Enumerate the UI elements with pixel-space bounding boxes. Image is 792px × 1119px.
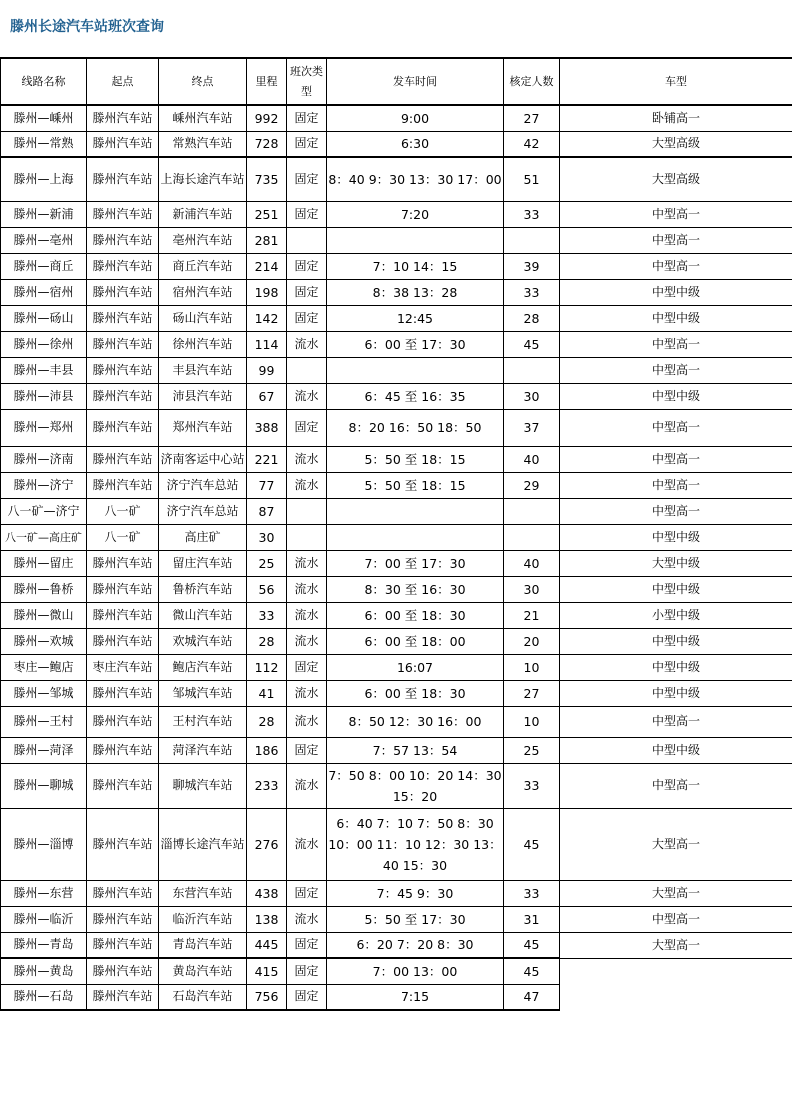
cell-seats (504, 498, 560, 524)
cell-route: 滕州—济南 (1, 446, 87, 472)
cell-times: 6：00 至 18：30 (327, 680, 504, 706)
cell-mileage: 198 (247, 279, 287, 305)
table-row (1, 763, 792, 808)
cell-seats: 45 (504, 932, 560, 958)
cell-vehicle: 中型高一 (560, 331, 792, 357)
header-end: 终点 (159, 58, 247, 105)
cell-type: 流水 (287, 550, 327, 576)
cell-start: 滕州汽车站 (87, 383, 159, 409)
header-row (1, 58, 792, 105)
cell-start: 八一矿 (87, 498, 159, 524)
cell-type (287, 524, 327, 550)
cell-route: 滕州—青岛 (1, 932, 87, 958)
cell-start: 滕州汽车站 (87, 602, 159, 628)
cell-seats: 39 (504, 253, 560, 279)
table-row (1, 157, 792, 201)
cell-type (287, 227, 327, 253)
cell-times: 7：45 9：30 (327, 880, 504, 906)
cell-seats: 30 (504, 383, 560, 409)
cell-start: 滕州汽车站 (87, 331, 159, 357)
cell-route: 八一矿—济宁 (1, 498, 87, 524)
cell-mileage: 251 (247, 201, 287, 227)
cell-vehicle (560, 958, 792, 984)
cell-start: 滕州汽车站 (87, 958, 159, 984)
cell-vehicle: 中型高一 (560, 498, 792, 524)
cell-vehicle: 中型高一 (560, 763, 792, 808)
table-row (1, 131, 792, 157)
cell-mileage: 138 (247, 906, 287, 932)
cell-mileage: 992 (247, 105, 287, 131)
table-row (1, 201, 792, 227)
cell-route: 枣庄—鲍店 (1, 654, 87, 680)
cell-times: 7:15 (327, 984, 504, 1010)
table-row (1, 409, 792, 446)
cell-vehicle: 中型高一 (560, 357, 792, 383)
cell-times: 5：50 至 18：15 (327, 446, 504, 472)
cell-type: 流水 (287, 628, 327, 654)
cell-route: 滕州—邹城 (1, 680, 87, 706)
table-row (1, 305, 792, 331)
cell-times: 6：20 7：20 8：30 (327, 932, 504, 958)
cell-times: 6：00 至 18：30 (327, 602, 504, 628)
cell-seats (504, 357, 560, 383)
cell-end: 留庄汽车站 (159, 550, 247, 576)
cell-times: 8：38 13：28 (327, 279, 504, 305)
cell-start: 八一矿 (87, 524, 159, 550)
cell-route: 滕州—济宁 (1, 472, 87, 498)
cell-seats: 40 (504, 550, 560, 576)
cell-times: 7：57 13：54 (327, 737, 504, 763)
cell-start: 滕州汽车站 (87, 932, 159, 958)
cell-vehicle: 中型中级 (560, 383, 792, 409)
cell-times: 7：50 8：00 10：20 14：30 15：20 (327, 763, 504, 808)
cell-seats: 45 (504, 331, 560, 357)
cell-end: 嵊州汽车站 (159, 105, 247, 131)
cell-vehicle: 中型中级 (560, 628, 792, 654)
cell-times (327, 357, 504, 383)
cell-start: 滕州汽车站 (87, 628, 159, 654)
cell-end: 黄岛汽车站 (159, 958, 247, 984)
cell-end: 宿州汽车站 (159, 279, 247, 305)
cell-route: 八一矿—高庄矿 (1, 524, 87, 550)
cell-vehicle: 中型高一 (560, 253, 792, 279)
cell-type: 流水 (287, 602, 327, 628)
cell-times: 6：40 7：10 7：50 8：30 10：00 11：10 12：30 13：40 15：30 (327, 808, 504, 880)
header-start: 起点 (87, 58, 159, 105)
cell-end: 商丘汽车站 (159, 253, 247, 279)
cell-seats: 27 (504, 105, 560, 131)
cell-seats: 25 (504, 737, 560, 763)
cell-times (327, 524, 504, 550)
cell-end: 济宁汽车总站 (159, 472, 247, 498)
cell-mileage: 87 (247, 498, 287, 524)
cell-end: 王村汽车站 (159, 706, 247, 737)
cell-start: 滕州汽车站 (87, 357, 159, 383)
cell-route: 滕州—郑州 (1, 409, 87, 446)
cell-times: 7：00 13：00 (327, 958, 504, 984)
cell-type: 流水 (287, 706, 327, 737)
cell-end: 淄博长途汽车站 (159, 808, 247, 880)
cell-seats: 10 (504, 706, 560, 737)
cell-start: 滕州汽车站 (87, 706, 159, 737)
cell-type: 固定 (287, 131, 327, 157)
table-row (1, 227, 792, 253)
cell-seats: 27 (504, 680, 560, 706)
header-mileage: 里程 (247, 58, 287, 105)
cell-route: 滕州—嵊州 (1, 105, 87, 131)
cell-type: 固定 (287, 253, 327, 279)
cell-vehicle: 大型高级 (560, 131, 792, 157)
cell-seats: 42 (504, 131, 560, 157)
cell-mileage: 281 (247, 227, 287, 253)
cell-vehicle: 大型高级 (560, 157, 792, 201)
cell-end: 常熟汽车站 (159, 131, 247, 157)
cell-route: 滕州—上海 (1, 157, 87, 201)
cell-type: 固定 (287, 958, 327, 984)
cell-mileage: 67 (247, 383, 287, 409)
cell-start: 滕州汽车站 (87, 763, 159, 808)
cell-start: 滕州汽车站 (87, 105, 159, 131)
cell-start: 枣庄汽车站 (87, 654, 159, 680)
table-row (1, 737, 792, 763)
table-row (1, 706, 792, 737)
table-row (1, 472, 792, 498)
cell-mileage: 388 (247, 409, 287, 446)
table-row (1, 383, 792, 409)
cell-mileage: 28 (247, 628, 287, 654)
cell-seats: 45 (504, 808, 560, 880)
cell-times: 7:20 (327, 201, 504, 227)
cell-end: 亳州汽车站 (159, 227, 247, 253)
cell-vehicle: 小型中级 (560, 602, 792, 628)
cell-end: 砀山汽车站 (159, 305, 247, 331)
cell-start: 滕州汽车站 (87, 253, 159, 279)
cell-seats: 21 (504, 602, 560, 628)
cell-times: 6：00 至 17：30 (327, 331, 504, 357)
cell-seats: 29 (504, 472, 560, 498)
cell-seats: 37 (504, 409, 560, 446)
cell-route: 滕州—鲁桥 (1, 576, 87, 602)
cell-route: 滕州—亳州 (1, 227, 87, 253)
cell-type (287, 498, 327, 524)
cell-end: 菏泽汽车站 (159, 737, 247, 763)
cell-end: 青岛汽车站 (159, 932, 247, 958)
cell-route: 滕州—沛县 (1, 383, 87, 409)
cell-times: 8：30 至 16：30 (327, 576, 504, 602)
cell-route: 滕州—淄博 (1, 808, 87, 880)
cell-route: 滕州—欢城 (1, 628, 87, 654)
cell-end: 上海长途汽车站 (159, 157, 247, 201)
cell-route: 滕州—王村 (1, 706, 87, 737)
cell-end: 鲍店汽车站 (159, 654, 247, 680)
cell-route: 滕州—宿州 (1, 279, 87, 305)
cell-mileage: 142 (247, 305, 287, 331)
cell-type: 固定 (287, 201, 327, 227)
cell-times: 9:00 (327, 105, 504, 131)
cell-type: 流水 (287, 576, 327, 602)
cell-mileage: 221 (247, 446, 287, 472)
cell-end: 临沂汽车站 (159, 906, 247, 932)
cell-seats: 45 (504, 958, 560, 984)
cell-mileage: 415 (247, 958, 287, 984)
cell-mileage: 735 (247, 157, 287, 201)
cell-route: 滕州—黄岛 (1, 958, 87, 984)
cell-type: 固定 (287, 737, 327, 763)
cell-start: 滕州汽车站 (87, 305, 159, 331)
cell-start: 滕州汽车站 (87, 808, 159, 880)
cell-times: 6:30 (327, 131, 504, 157)
cell-start: 滕州汽车站 (87, 157, 159, 201)
cell-times: 7：10 14：15 (327, 253, 504, 279)
cell-vehicle: 中型高一 (560, 409, 792, 446)
cell-type: 流水 (287, 331, 327, 357)
cell-type: 流水 (287, 446, 327, 472)
cell-end: 东营汽车站 (159, 880, 247, 906)
cell-start: 滕州汽车站 (87, 880, 159, 906)
cell-route: 滕州—新浦 (1, 201, 87, 227)
page-title: 滕州长途汽车站班次查询 (10, 19, 164, 35)
cell-start: 滕州汽车站 (87, 446, 159, 472)
cell-seats: 40 (504, 446, 560, 472)
cell-route: 滕州—徐州 (1, 331, 87, 357)
cell-type: 固定 (287, 105, 327, 131)
cell-mileage: 233 (247, 763, 287, 808)
cell-type: 流水 (287, 680, 327, 706)
cell-seats: 33 (504, 201, 560, 227)
table-row (1, 105, 792, 131)
cell-vehicle: 卧铺高一 (560, 105, 792, 131)
cell-start: 滕州汽车站 (87, 680, 159, 706)
cell-mileage: 728 (247, 131, 287, 157)
cell-mileage: 756 (247, 984, 287, 1010)
table-row (1, 446, 792, 472)
cell-start: 滕州汽车站 (87, 201, 159, 227)
table-row (1, 628, 792, 654)
cell-route: 滕州—砀山 (1, 305, 87, 331)
cell-vehicle: 中型高一 (560, 472, 792, 498)
cell-seats: 47 (504, 984, 560, 1010)
cell-type: 固定 (287, 654, 327, 680)
cell-type: 固定 (287, 157, 327, 201)
cell-vehicle: 中型高一 (560, 906, 792, 932)
cell-start: 滕州汽车站 (87, 550, 159, 576)
table-row (1, 331, 792, 357)
cell-seats (504, 524, 560, 550)
cell-mileage: 30 (247, 524, 287, 550)
table-row (1, 958, 792, 984)
cell-times: 8：40 9：30 13：30 17：00 (327, 157, 504, 201)
cell-mileage: 112 (247, 654, 287, 680)
cell-end: 济宁汽车总站 (159, 498, 247, 524)
cell-type: 固定 (287, 932, 327, 958)
cell-end: 郑州汽车站 (159, 409, 247, 446)
cell-vehicle: 大型高一 (560, 932, 792, 958)
cell-seats: 33 (504, 880, 560, 906)
cell-route: 滕州—常熟 (1, 131, 87, 157)
table-row (1, 357, 792, 383)
cell-mileage: 214 (247, 253, 287, 279)
cell-mileage: 438 (247, 880, 287, 906)
cell-seats: 51 (504, 157, 560, 201)
cell-end: 济南客运中心站 (159, 446, 247, 472)
table-row (1, 654, 792, 680)
cell-type: 固定 (287, 409, 327, 446)
cell-end: 徐州汽车站 (159, 331, 247, 357)
header-type: 班次类型 (287, 58, 327, 105)
cell-vehicle: 中型高一 (560, 446, 792, 472)
cell-mileage: 77 (247, 472, 287, 498)
cell-route: 滕州—临沂 (1, 906, 87, 932)
cell-times: 7：00 至 17：30 (327, 550, 504, 576)
cell-type: 固定 (287, 279, 327, 305)
cell-mileage: 114 (247, 331, 287, 357)
cell-mileage: 99 (247, 357, 287, 383)
cell-vehicle: 大型高一 (560, 880, 792, 906)
cell-start: 滕州汽车站 (87, 131, 159, 157)
cell-vehicle: 大型高一 (560, 808, 792, 880)
cell-route: 滕州—石岛 (1, 984, 87, 1010)
cell-start: 滕州汽车站 (87, 576, 159, 602)
table-row (1, 550, 792, 576)
cell-mileage: 186 (247, 737, 287, 763)
cell-vehicle (560, 984, 792, 1010)
cell-vehicle: 中型高一 (560, 706, 792, 737)
cell-start: 滕州汽车站 (87, 737, 159, 763)
cell-vehicle: 中型中级 (560, 524, 792, 550)
cell-type (287, 357, 327, 383)
cell-vehicle: 中型中级 (560, 279, 792, 305)
cell-end: 高庄矿 (159, 524, 247, 550)
cell-seats: 20 (504, 628, 560, 654)
cell-end: 微山汽车站 (159, 602, 247, 628)
cell-times: 5：50 至 17：30 (327, 906, 504, 932)
cell-route: 滕州—聊城 (1, 763, 87, 808)
cell-route: 滕州—商丘 (1, 253, 87, 279)
cell-times (327, 498, 504, 524)
table-row (1, 498, 792, 524)
cell-seats: 10 (504, 654, 560, 680)
table-row (1, 808, 792, 880)
cell-end: 新浦汽车站 (159, 201, 247, 227)
cell-start: 滕州汽车站 (87, 984, 159, 1010)
cell-vehicle: 中型高一 (560, 201, 792, 227)
cell-vehicle: 中型高一 (560, 227, 792, 253)
cell-seats: 28 (504, 305, 560, 331)
cell-times: 5：50 至 18：15 (327, 472, 504, 498)
header-seats: 核定人数 (504, 58, 560, 105)
table-row (1, 524, 792, 550)
cell-start: 滕州汽车站 (87, 279, 159, 305)
cell-end: 石岛汽车站 (159, 984, 247, 1010)
cell-start: 滕州汽车站 (87, 906, 159, 932)
cell-vehicle: 中型中级 (560, 680, 792, 706)
header-times: 发车时间 (327, 58, 504, 105)
cell-times: 8：20 16：50 18：50 (327, 409, 504, 446)
cell-end: 邹城汽车站 (159, 680, 247, 706)
cell-mileage: 25 (247, 550, 287, 576)
table-row (1, 279, 792, 305)
cell-vehicle: 大型中级 (560, 550, 792, 576)
header-route: 线路名称 (1, 58, 87, 105)
cell-times (327, 227, 504, 253)
cell-end: 沛县汽车站 (159, 383, 247, 409)
table-row (1, 906, 792, 932)
cell-seats: 31 (504, 906, 560, 932)
table-row (1, 984, 792, 1010)
cell-vehicle: 中型中级 (560, 305, 792, 331)
cell-vehicle: 中型中级 (560, 654, 792, 680)
cell-route: 滕州—留庄 (1, 550, 87, 576)
cell-type: 流水 (287, 763, 327, 808)
cell-route: 滕州—丰县 (1, 357, 87, 383)
schedule-table (0, 57, 792, 1011)
cell-times: 12:45 (327, 305, 504, 331)
cell-type: 流水 (287, 472, 327, 498)
cell-start: 滕州汽车站 (87, 227, 159, 253)
cell-type: 流水 (287, 808, 327, 880)
cell-times: 6：45 至 16：35 (327, 383, 504, 409)
cell-route: 滕州—微山 (1, 602, 87, 628)
table-row (1, 680, 792, 706)
table-row (1, 602, 792, 628)
cell-times: 6：00 至 18：00 (327, 628, 504, 654)
cell-end: 鲁桥汽车站 (159, 576, 247, 602)
cell-mileage: 33 (247, 602, 287, 628)
cell-seats: 33 (504, 279, 560, 305)
cell-mileage: 28 (247, 706, 287, 737)
cell-type: 固定 (287, 305, 327, 331)
cell-mileage: 276 (247, 808, 287, 880)
cell-seats: 30 (504, 576, 560, 602)
cell-mileage: 445 (247, 932, 287, 958)
cell-mileage: 41 (247, 680, 287, 706)
cell-seats (504, 227, 560, 253)
cell-route: 滕州—菏泽 (1, 737, 87, 763)
cell-vehicle: 中型中级 (560, 737, 792, 763)
cell-mileage: 56 (247, 576, 287, 602)
cell-end: 丰县汽车站 (159, 357, 247, 383)
cell-start: 滕州汽车站 (87, 409, 159, 446)
cell-type: 流水 (287, 383, 327, 409)
cell-start: 滕州汽车站 (87, 472, 159, 498)
cell-end: 欢城汽车站 (159, 628, 247, 654)
cell-times: 16:07 (327, 654, 504, 680)
cell-type: 固定 (287, 984, 327, 1010)
header-vehicle: 车型 (560, 58, 792, 105)
cell-type: 固定 (287, 880, 327, 906)
cell-vehicle: 中型中级 (560, 576, 792, 602)
cell-route: 滕州—东营 (1, 880, 87, 906)
cell-type: 流水 (287, 906, 327, 932)
table-row (1, 253, 792, 279)
table-row (1, 880, 792, 906)
table-row (1, 932, 792, 958)
cell-times: 8：50 12：30 16：00 (327, 706, 504, 737)
cell-seats: 33 (504, 763, 560, 808)
cell-end: 聊城汽车站 (159, 763, 247, 808)
table-row (1, 576, 792, 602)
